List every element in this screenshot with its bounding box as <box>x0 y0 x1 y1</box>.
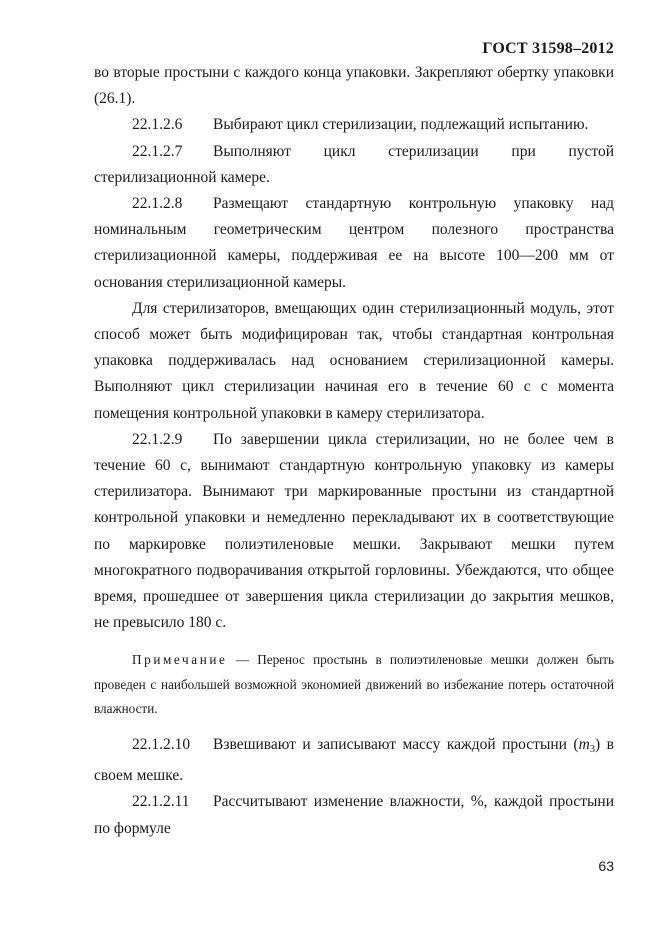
clause-text-before: Взвешивают и записывают массу каждой простыни ( <box>213 735 579 753</box>
paragraph-modification: Для стерилизаторов, вмещающих один стерилизационный модуль, этот способ может быть модифицирован так, чтобы стандартная контрольная упаковка поддерживалась над основанием стерилизационной камеры. Выполняют цикл стерилизации начиная его в течение 60 с с момента помещения контрольной упаковки в камеру стерилизатора. <box>94 299 614 422</box>
document-header: ГОСТ 31598–2012 <box>482 40 614 57</box>
clause-text: Выполняют цикл стерилизации при пустой стерилизационной камере. <box>94 142 614 186</box>
clause-text: Рассчитывают изменение влажности, %, каждой простыни по формуле <box>94 793 614 837</box>
clause-22-1-2-8 <box>94 191 614 296</box>
clause-22-1-2-11 <box>94 789 614 841</box>
clause-22-1-2-7 <box>94 139 614 191</box>
clause-22-1-2-6 <box>94 112 614 138</box>
clause-22-1-2-10 <box>94 732 614 789</box>
page-number: 63 <box>598 858 614 874</box>
note-label: Примечание <box>132 652 228 668</box>
clause-number: 22.1.2.8 <box>132 195 183 213</box>
clause-text: По завершении цикла стерилизации, но не более чем в течение 60 с, вынимают стандартную контрольную упаковку из камеры стерилизатора. Вынимают три маркированные простыни из стандартной контрольной упаковки и немедленно перекладывают их в соответствующие по маркировке полиэтиленовые мешки. Закрывают мешки путем многократного подворачивания открытой горловины. Убеждаются, что общее время, прошедшее от завершения цикла стерилизации до закрытия мешков, не превысило 180 с. <box>94 430 614 632</box>
clause-text: Размещают стандартную контрольную упаковку над номинальным геометрическим центром полезного пространства стерилизационной камеры, поддерживая ее на высоте 100—200 мм от основания стерилизационной камеры. <box>94 195 614 291</box>
clause-number: 22.1.2.9 <box>132 430 183 448</box>
note-text: Перенос простынь в полиэтиленовые мешки должен быть проведен с наибольшей возможной экономией движений во избежание потерь остаточной влажности. <box>94 652 615 717</box>
page-body <box>94 60 614 842</box>
clause-number: 22.1.2.6 <box>132 116 183 134</box>
clause-22-1-2-9 <box>94 427 614 637</box>
clause-number: 22.1.2.11 <box>132 793 190 811</box>
note-dash: — <box>235 652 249 668</box>
note <box>94 648 614 722</box>
clause-text: Выбирают цикл стерилизации, подлежащий испытанию. <box>213 116 589 134</box>
clause-text-after: ) в своем мешке. <box>94 735 614 785</box>
clause-number: 22.1.2.7 <box>132 142 183 160</box>
mass-variable: m <box>578 735 590 753</box>
mass-subscript: 3 <box>589 743 596 755</box>
paragraph-continuation: во вторые простыни с каждого конца упаковки. Закрепляют обертку упаковки (26.1). <box>94 64 614 108</box>
clause-number: 22.1.2.10 <box>132 735 191 753</box>
